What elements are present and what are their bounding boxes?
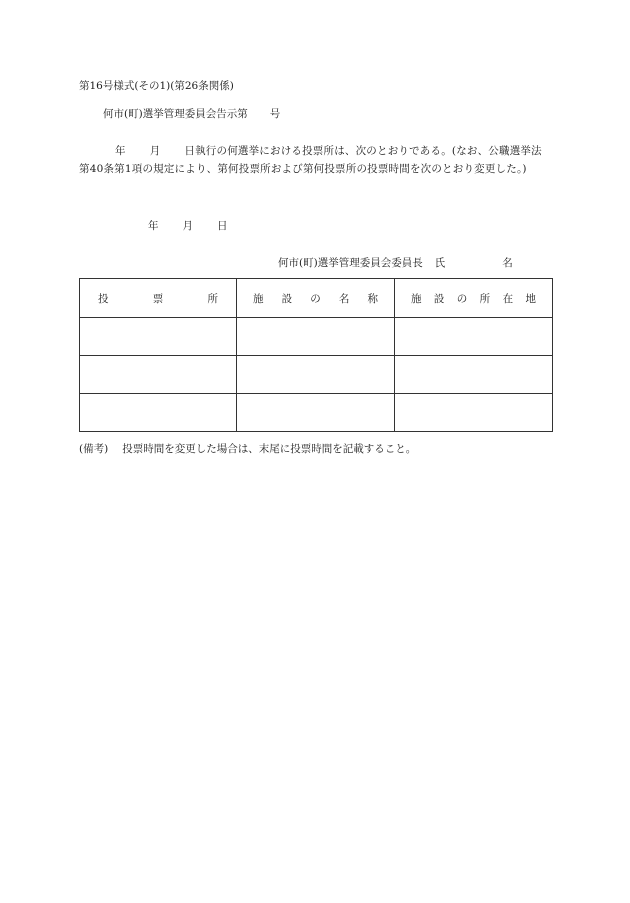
table-row <box>80 394 553 432</box>
signature-shi: 氏 <box>434 257 446 269</box>
header-char: 在 <box>502 292 514 305</box>
signature-mei: 名 <box>502 257 513 269</box>
notice-number <box>103 107 280 121</box>
signature-line <box>278 256 513 270</box>
remarks-text: 投票時間を変更した場合は、末尾に投票時間を記載すること。 <box>122 443 417 455</box>
table-cell <box>80 356 237 394</box>
header-char: 投 <box>98 292 109 305</box>
header-char: 名 <box>338 292 350 305</box>
body-text: 日執行の何選挙における投票所は、次のとおりである。(なお、公職選挙法第40条第1項の規定により、第何投票所および第何投票所の投票時間を次のとおり変更した。) <box>79 145 542 175</box>
header-polling-place <box>80 279 237 318</box>
signature-title: 何市(町)選挙管理委員会委員長 <box>278 257 423 269</box>
form-title: 第16号様式(その1)(第26条関係) <box>79 80 234 92</box>
table-cell <box>395 318 553 356</box>
notice-body <box>79 143 551 178</box>
table-row <box>80 318 553 356</box>
table-cell <box>395 356 553 394</box>
date-day: 日 <box>217 220 228 232</box>
notice-date <box>148 219 228 233</box>
table-cell <box>237 318 395 356</box>
table-header-row <box>80 279 553 318</box>
table-cell <box>237 394 395 432</box>
header-char: の <box>310 292 321 305</box>
header-char: 所 <box>479 292 491 305</box>
header-char: 施 <box>253 292 264 305</box>
header-char: 票 <box>152 292 164 305</box>
header-facility-address <box>395 279 553 318</box>
table-cell <box>80 318 237 356</box>
remarks <box>79 442 416 456</box>
header-char: 設 <box>281 292 293 305</box>
table-cell <box>395 394 553 432</box>
table-row <box>80 356 553 394</box>
date-year: 年 <box>148 220 159 232</box>
header-facility-name <box>237 279 395 318</box>
header-char: の <box>456 292 468 305</box>
header-char: 所 <box>207 292 218 305</box>
body-month: 月 <box>149 145 161 157</box>
table-cell <box>80 394 237 432</box>
table-cell <box>237 356 395 394</box>
date-month: 月 <box>182 220 193 232</box>
header-char: 称 <box>367 292 378 305</box>
header-char: 地 <box>525 292 536 305</box>
remarks-label: (備考) <box>79 443 109 455</box>
body-year: 年 <box>115 145 126 157</box>
header-char: 施 <box>411 292 422 305</box>
header-char: 設 <box>433 292 445 305</box>
polling-place-table <box>79 278 553 432</box>
notice-number-suffix: 号 <box>269 108 281 120</box>
notice-number-prefix: 何市(町)選挙管理委員会告示第 <box>103 108 248 120</box>
